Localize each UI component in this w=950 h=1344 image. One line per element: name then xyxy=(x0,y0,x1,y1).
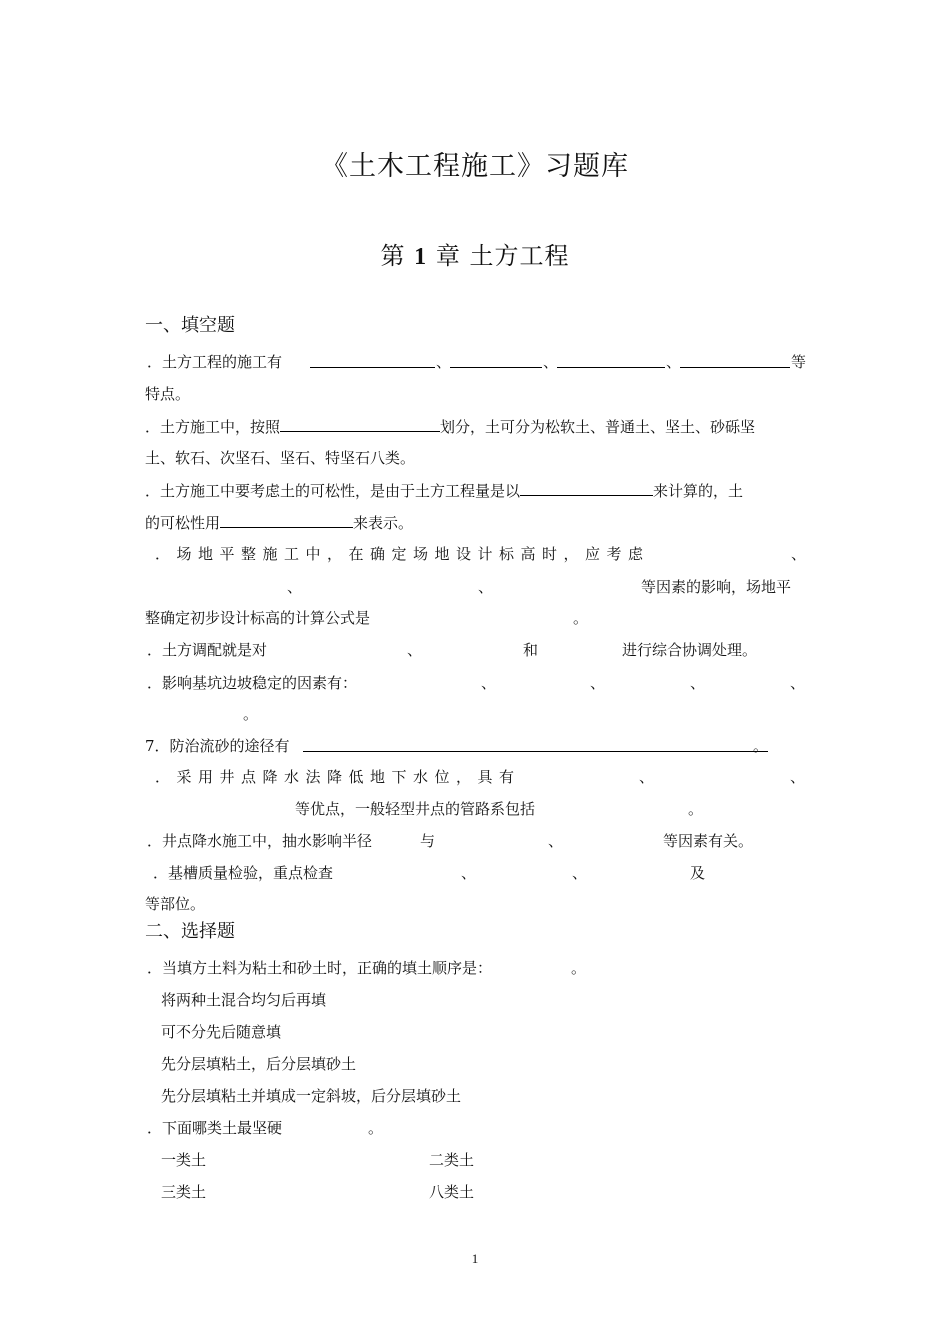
question-6-line-2 xyxy=(145,704,807,724)
choice-2-option-c[interactable]: 三类土 xyxy=(161,1183,207,1201)
question-1-blank-1[interactable] xyxy=(310,352,435,368)
question-3-blank-1[interactable] xyxy=(520,480,653,496)
question-3-text-3: 的可松性用 xyxy=(145,514,221,532)
separator: 、 xyxy=(436,353,452,371)
question-1-line-2: 特点。 xyxy=(145,385,191,403)
question-4-line-3 xyxy=(145,608,807,628)
question-4-text-2: 等因素的影响，场地平 xyxy=(641,578,792,596)
choice-1-option-c[interactable]: 先分层填粘土，后分层填砂土 xyxy=(161,1055,357,1073)
question-2-text-2: 划分，土可分为松软土、普通土、坚土、砂砾坚 xyxy=(440,418,756,436)
separator: 、 xyxy=(407,641,423,659)
choice-1-option-d[interactable]: 先分层填粘土并填成一定斜坡，后分层填砂土 xyxy=(161,1087,462,1105)
page-number: 1 xyxy=(471,1251,479,1266)
question-1-blank-4[interactable] xyxy=(680,352,790,368)
section-choice-heading: 二、选择题 xyxy=(145,921,235,942)
question-10-line-1 xyxy=(145,863,807,883)
question-5-text: ．土方调配就是对 xyxy=(147,641,268,659)
document-title: 《土木工程施工》习题库 xyxy=(321,151,629,182)
choice-2-option-b[interactable]: 二类土 xyxy=(429,1151,475,1169)
question-9-with: 与 xyxy=(420,832,436,850)
question-3-blank-2[interactable] xyxy=(220,512,353,528)
separator: 、 xyxy=(543,353,559,371)
question-9-text-2: 等因素有关。 xyxy=(663,832,754,850)
choice-question-2-text: ．下面哪类土最坚硬 xyxy=(147,1119,283,1137)
question-9-line xyxy=(145,831,807,851)
question-7-blank-1[interactable] xyxy=(303,736,768,752)
choice-question-1-end: 。 xyxy=(571,959,587,977)
separator: 、 xyxy=(690,674,706,692)
question-8-end: 。 xyxy=(688,800,704,818)
question-1-text: ．土方工程的施工有 xyxy=(147,353,283,371)
question-8-line-1 xyxy=(145,767,807,787)
separator: 、 xyxy=(481,674,497,692)
chapter-prefix: 第 xyxy=(380,242,406,270)
separator: 、 xyxy=(478,578,494,596)
question-7-end: 。 xyxy=(753,737,769,755)
choice-1-option-b[interactable]: 可不分先后随意填 xyxy=(161,1023,282,1041)
question-2-text: ．土方施工中，按照 xyxy=(145,418,281,436)
question-1-blank-2[interactable] xyxy=(450,352,542,368)
question-4-text-3: 整确定初步设计标高的计算公式是 xyxy=(145,609,371,627)
question-1-blank-3[interactable] xyxy=(557,352,665,368)
question-7-line xyxy=(145,736,807,756)
question-5-line xyxy=(145,640,807,660)
question-2-blank-1[interactable] xyxy=(280,416,440,432)
question-10-text: ．基槽质量检验，重点检查 xyxy=(153,864,334,882)
chapter-title: 章 土方工程 xyxy=(435,242,570,270)
question-3-line-2 xyxy=(145,512,807,532)
separator: 、 xyxy=(790,768,806,786)
question-2-line-2: 土、软石、次坚石、坚石、特坚石八类。 xyxy=(145,449,416,467)
question-7-text: 7．防治流砂的途径有 xyxy=(145,737,290,755)
question-5-text-2: 进行综合协调处理。 xyxy=(622,641,758,659)
question-5-and: 和 xyxy=(523,641,539,659)
separator: 、 xyxy=(548,832,564,850)
question-1-line-1 xyxy=(145,352,807,372)
question-3-text-4: 来表示。 xyxy=(353,514,414,532)
section-fill-in-heading: 一、填空题 xyxy=(145,315,235,336)
question-3-text-2: 来计算的，土 xyxy=(653,482,744,500)
choice-question-1-text: ．当填方土料为粘土和砂土时，正确的填土顺序是： xyxy=(147,959,493,977)
chapter-heading xyxy=(0,236,950,271)
question-4-line-2 xyxy=(145,577,807,597)
question-10-and: 及 xyxy=(690,864,706,882)
separator: 、 xyxy=(287,578,303,596)
question-2-line-1 xyxy=(145,416,807,436)
separator: 、 xyxy=(639,768,655,786)
question-6-text: ．影响基坑边坡稳定的因素有： xyxy=(147,674,358,692)
question-3-line-1 xyxy=(145,480,807,500)
question-9-text: ．井点降水施工中，抽水影响半径 xyxy=(147,832,373,850)
separator: 、 xyxy=(666,353,682,371)
separator: 、 xyxy=(461,864,477,882)
separator: 、 xyxy=(590,674,606,692)
question-1-end: 等 xyxy=(791,353,807,371)
separator: 、 xyxy=(572,864,588,882)
question-10-line-2: 等部位。 xyxy=(145,895,206,913)
separator: 、 xyxy=(790,674,806,692)
question-8-line-2 xyxy=(145,799,807,819)
choice-2-option-d[interactable]: 八类土 xyxy=(429,1183,475,1201)
question-4-text: ．场地平整施工中，在确定场地设计标高时，应考虑 xyxy=(155,545,650,563)
question-4-line-1 xyxy=(145,544,807,564)
choice-question-2-end: 。 xyxy=(368,1119,384,1137)
question-8-text: ．采用井点降水法降低地下水位，具有 xyxy=(155,768,521,786)
choice-question-2 xyxy=(145,1118,807,1138)
chapter-number: 1 xyxy=(414,244,428,270)
question-4-end: 。 xyxy=(573,609,589,627)
question-6-end: 。 xyxy=(243,705,259,723)
question-8-text-2: 等优点，一般轻型井点的管路系包括 xyxy=(295,800,536,818)
separator: 、 xyxy=(791,545,807,563)
choice-2-option-a[interactable]: 一类土 xyxy=(161,1151,207,1169)
choice-question-1 xyxy=(145,958,807,978)
question-6-line-1 xyxy=(145,673,807,693)
question-3-text: ．土方施工中要考虑土的可松性，是由于土方工程量是以 xyxy=(145,482,521,500)
choice-1-option-a[interactable]: 将两种土混合均匀后再填 xyxy=(161,991,327,1009)
